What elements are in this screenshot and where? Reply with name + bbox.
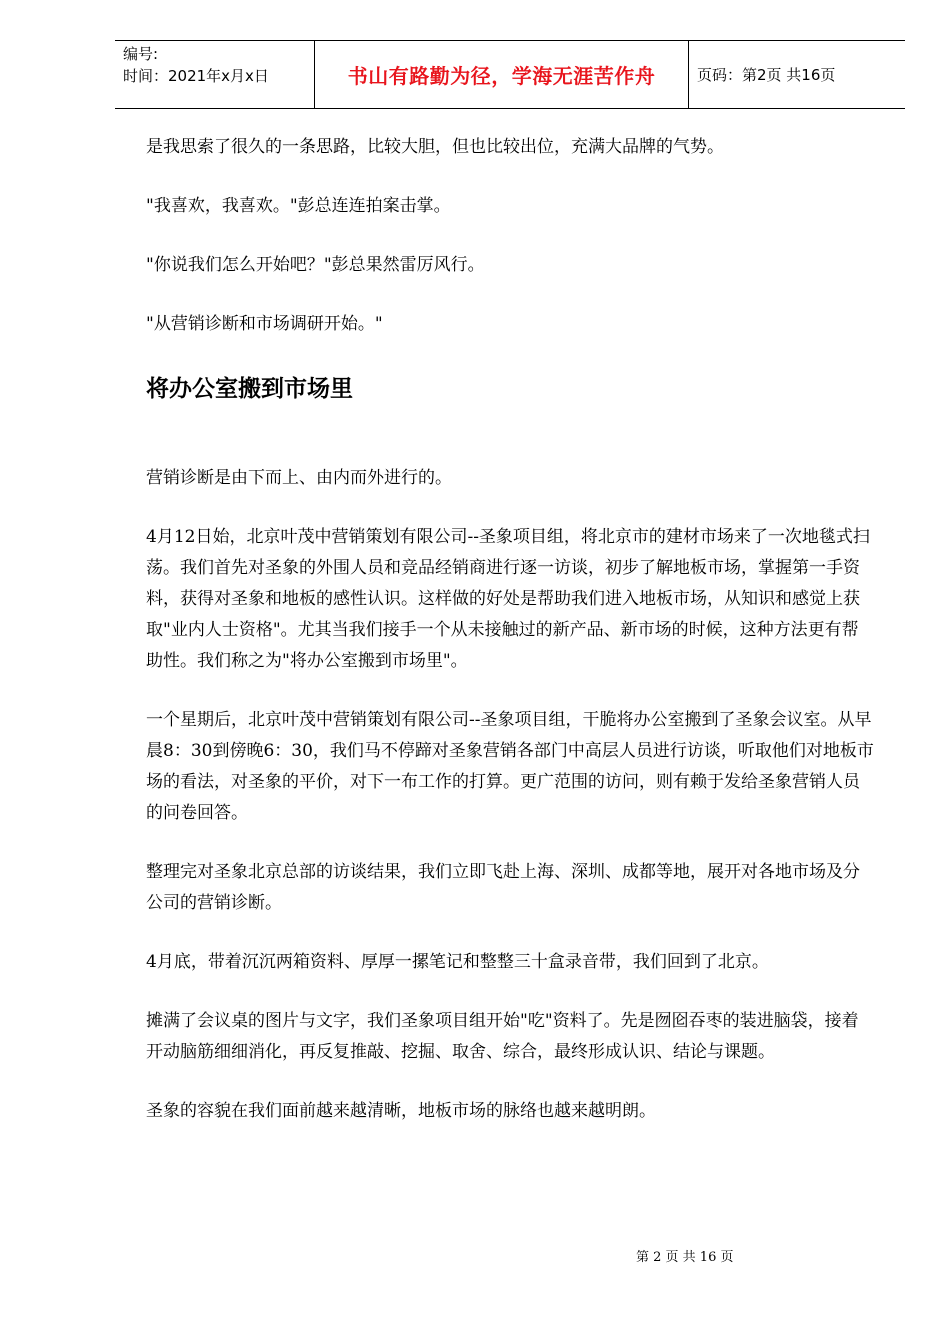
paragraph: 摊满了会议桌的图片与文字，我们圣象项目组开始"吃"资料了。先是囫囵吞枣的装进脑袋，接着开动脑筋细细消化，再反复推敲、挖掘、取舍、综合，最终形成认识、结论与课题。 — [146, 1011, 859, 1062]
header-page-info: 页码：第2页 共16页 — [697, 66, 836, 84]
paragraph: 营销诊断是由下而上、由内而外进行的。 — [146, 468, 452, 488]
paragraph: 4月底，带着沉沉两箱资料、厚厚一摞笔记和整整三十盒录音带，我们回到了北京。 — [146, 952, 769, 972]
paragraph: "从营销诊断和市场调研开始。" — [146, 314, 383, 334]
header-meta — [115, 41, 315, 108]
number-label: 编号: — [123, 45, 159, 63]
header-motto: 书山有路勤为径，学海无涯苦作舟 — [315, 41, 689, 108]
paragraph: "我喜欢，我喜欢。"彭总连连拍案击掌。 — [146, 196, 451, 216]
page-header — [115, 40, 905, 109]
paragraph: 一个星期后，北京叶茂中营销策划有限公司--圣象项目组，干脆将办公室搬到了圣象会议室。从早晨8：30到傍晚6：30，我们马不停蹄对圣象营销各部门中高层人员进行访谈，听取他们对地板市场的看法，对圣象的平价，对下一布工作的打算。更广范围的访问，则有赖于发给圣象营销人员的问卷回答。 — [146, 710, 874, 823]
paragraph: 圣象的容貌在我们面前越来越清晰，地板市场的脉络也越来越明朗。 — [146, 1101, 656, 1121]
paragraph: "你说我们怎么开始吧？"彭总果然雷厉风行。 — [146, 255, 485, 275]
page-footer: 第 2 页 共 16 页 — [636, 1250, 734, 1265]
paragraph: 整理完对圣象北京总部的访谈结果，我们立即飞赴上海、深圳、成都等地，展开对各地市场及分公司的营销诊断。 — [146, 862, 860, 913]
section-heading: 将办公室搬到市场里 — [146, 376, 353, 402]
time-label: 时间：2021年x月x日 — [123, 67, 269, 85]
paragraph: 4月12日始，北京叶茂中营销策划有限公司--圣象项目组，将北京市的建材市场来了一次地毯式扫荡。我们首先对圣象的外围人员和竞品经销商进行逐一访谈，初步了解地板市场，掌握第一手资料，获得对圣象和地板的感性认识。这样做的好处是帮助我们进入地板市场，从知识和感觉上获取"业内人士资格"。尤其当我们接手一个从未接触过的新产品、新市场的时候，这种方法更有帮助性。我们称之为"将办公室搬到市场里"。 — [146, 527, 870, 671]
document-body — [146, 132, 874, 1155]
paragraph: 是我思索了很久的一条思路，比较大胆，但也比较出位，充满大品牌的气势。 — [146, 137, 724, 157]
